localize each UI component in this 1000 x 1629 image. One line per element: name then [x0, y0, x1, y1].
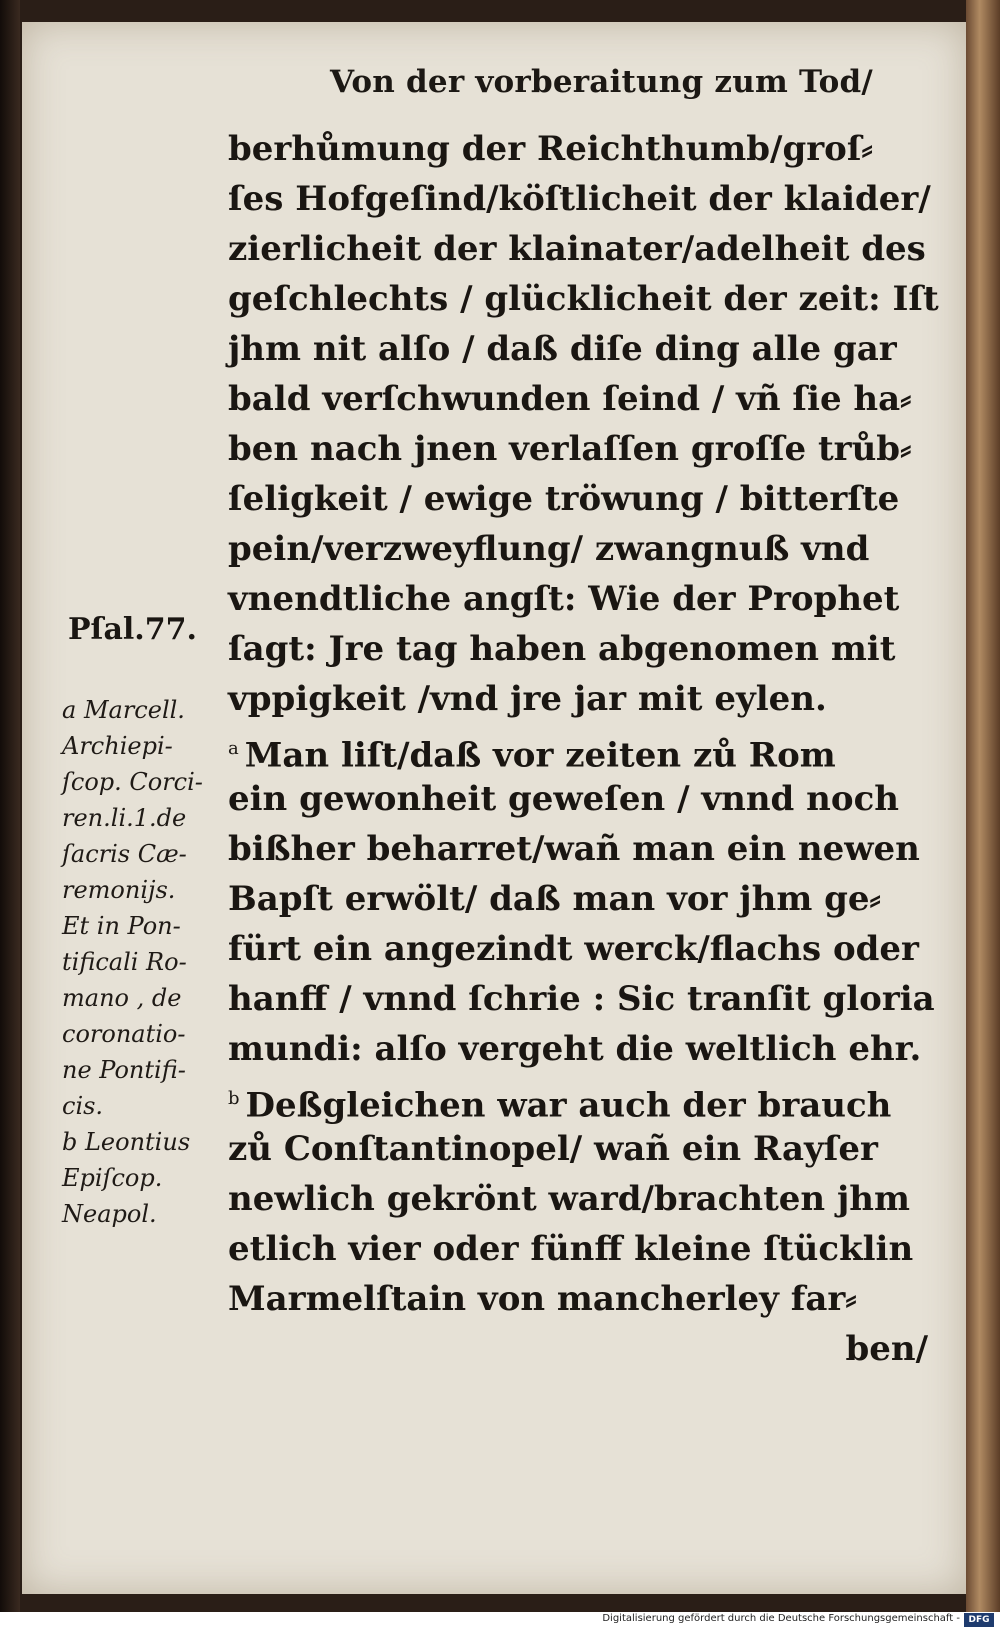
text-line-content: Man liſt/daß vor zeiten zů Rom — [244, 735, 836, 776]
text-line: zů Conſtantinopel/ wañ ein Rayſer — [228, 1129, 878, 1169]
margin-note-line: remonijs. — [62, 876, 176, 904]
margin-note-line: a Marcell. — [62, 696, 185, 724]
text-line: mundi: alſo vergeht die weltlich ehr. — [228, 1029, 922, 1069]
text-line: newlich gekrönt ward/brachten jhm — [228, 1179, 910, 1219]
margin-note-line: mano , de — [62, 984, 182, 1012]
margin-note-line: ſcop. Corci- — [62, 768, 203, 796]
margin-note-line: tificali Ro- — [62, 948, 187, 976]
footnote-marker-b: b — [228, 1088, 240, 1109]
funding-credit: Digitalisierung gefördert durch die Deutsche Forschungsgemeinschaft - — [602, 1613, 960, 1624]
text-line: berhůmung der Reichthumb/groſ⸗ — [228, 129, 873, 169]
text-line — [228, 1074, 928, 1124]
book-binding-right — [966, 0, 1000, 1612]
footnote-marker-a: a — [228, 738, 239, 759]
margin-note-line: Archiepi- — [62, 732, 173, 760]
margin-note-line: ren.li.1.de — [62, 804, 187, 832]
text-line: ſagt: Jre tag haben abgenomen mit — [228, 629, 896, 669]
text-line-content: Deßgleichen war auch der brauch — [245, 1085, 892, 1126]
text-line: Marmelſtain von mancherley far⸗ — [228, 1279, 857, 1319]
margin-notes — [62, 692, 232, 1232]
margin-note-line: b Leontius — [62, 1128, 191, 1156]
text-line: ben nach jnen verlaſſen groſſe trůb⸗ — [228, 429, 912, 469]
running-headline: Von der vorberaitung zum Tod/ — [330, 64, 873, 100]
text-line: fürt ein angezindt werck/flachs oder — [228, 929, 919, 969]
margin-note-line: Et in Pon- — [62, 912, 181, 940]
text-line: pein/verzweyflung/ zwangnuß vnd — [228, 529, 870, 569]
margin-note-line: Neapol. — [62, 1200, 157, 1228]
margin-note-line: ne Pontifi- — [62, 1056, 186, 1084]
book-binding-left — [0, 0, 20, 1612]
text-line: Bapſt erwölt/ daß man vor jhm ge⸗ — [228, 879, 881, 919]
text-line: vppigkeit /vnd jre jar mit eylen. — [228, 679, 827, 719]
main-text-block — [228, 124, 939, 1374]
text-line: ben/ — [845, 1329, 928, 1369]
margin-note-line: coronatio- — [62, 1020, 186, 1048]
text-line: bißher beharret/wañ man ein newen — [228, 829, 920, 869]
text-line: jhm nit alſo / daß diſe ding alle gar — [228, 329, 897, 369]
text-line: ſes Hofgeſind/köſtlicheit der klaider/ — [228, 179, 931, 219]
text-line — [228, 724, 928, 774]
margin-note-line: ſacris Cæ- — [62, 840, 187, 868]
text-line: etlich vier oder fünff kleine ſtücklin — [228, 1229, 914, 1269]
text-line: geſchlechts / glücklicheit der zeit: Iſt — [228, 279, 939, 319]
margin-note-line: cis. — [62, 1092, 104, 1120]
text-line: bald verſchwunden ſeind / vñ ſie ha⸗ — [228, 379, 912, 419]
margin-note-line: Epiſcop. — [62, 1164, 163, 1192]
text-line: hanff / vnnd ſchrie : Sic tranſit gloria — [228, 979, 935, 1019]
text-line: ein gewonheit geweſen / vnnd noch — [228, 779, 899, 819]
dfg-logo: DFG — [964, 1613, 994, 1627]
text-line: vnendtliche angſt: Wie der Prophet — [228, 579, 900, 619]
margin-note-psalm: Pſal.77. — [68, 612, 197, 647]
text-line: ſeligkeit / ewige tröwung / bitterſte — [228, 479, 900, 519]
text-line: zierlicheit der klainater/adelheit des — [228, 229, 926, 269]
